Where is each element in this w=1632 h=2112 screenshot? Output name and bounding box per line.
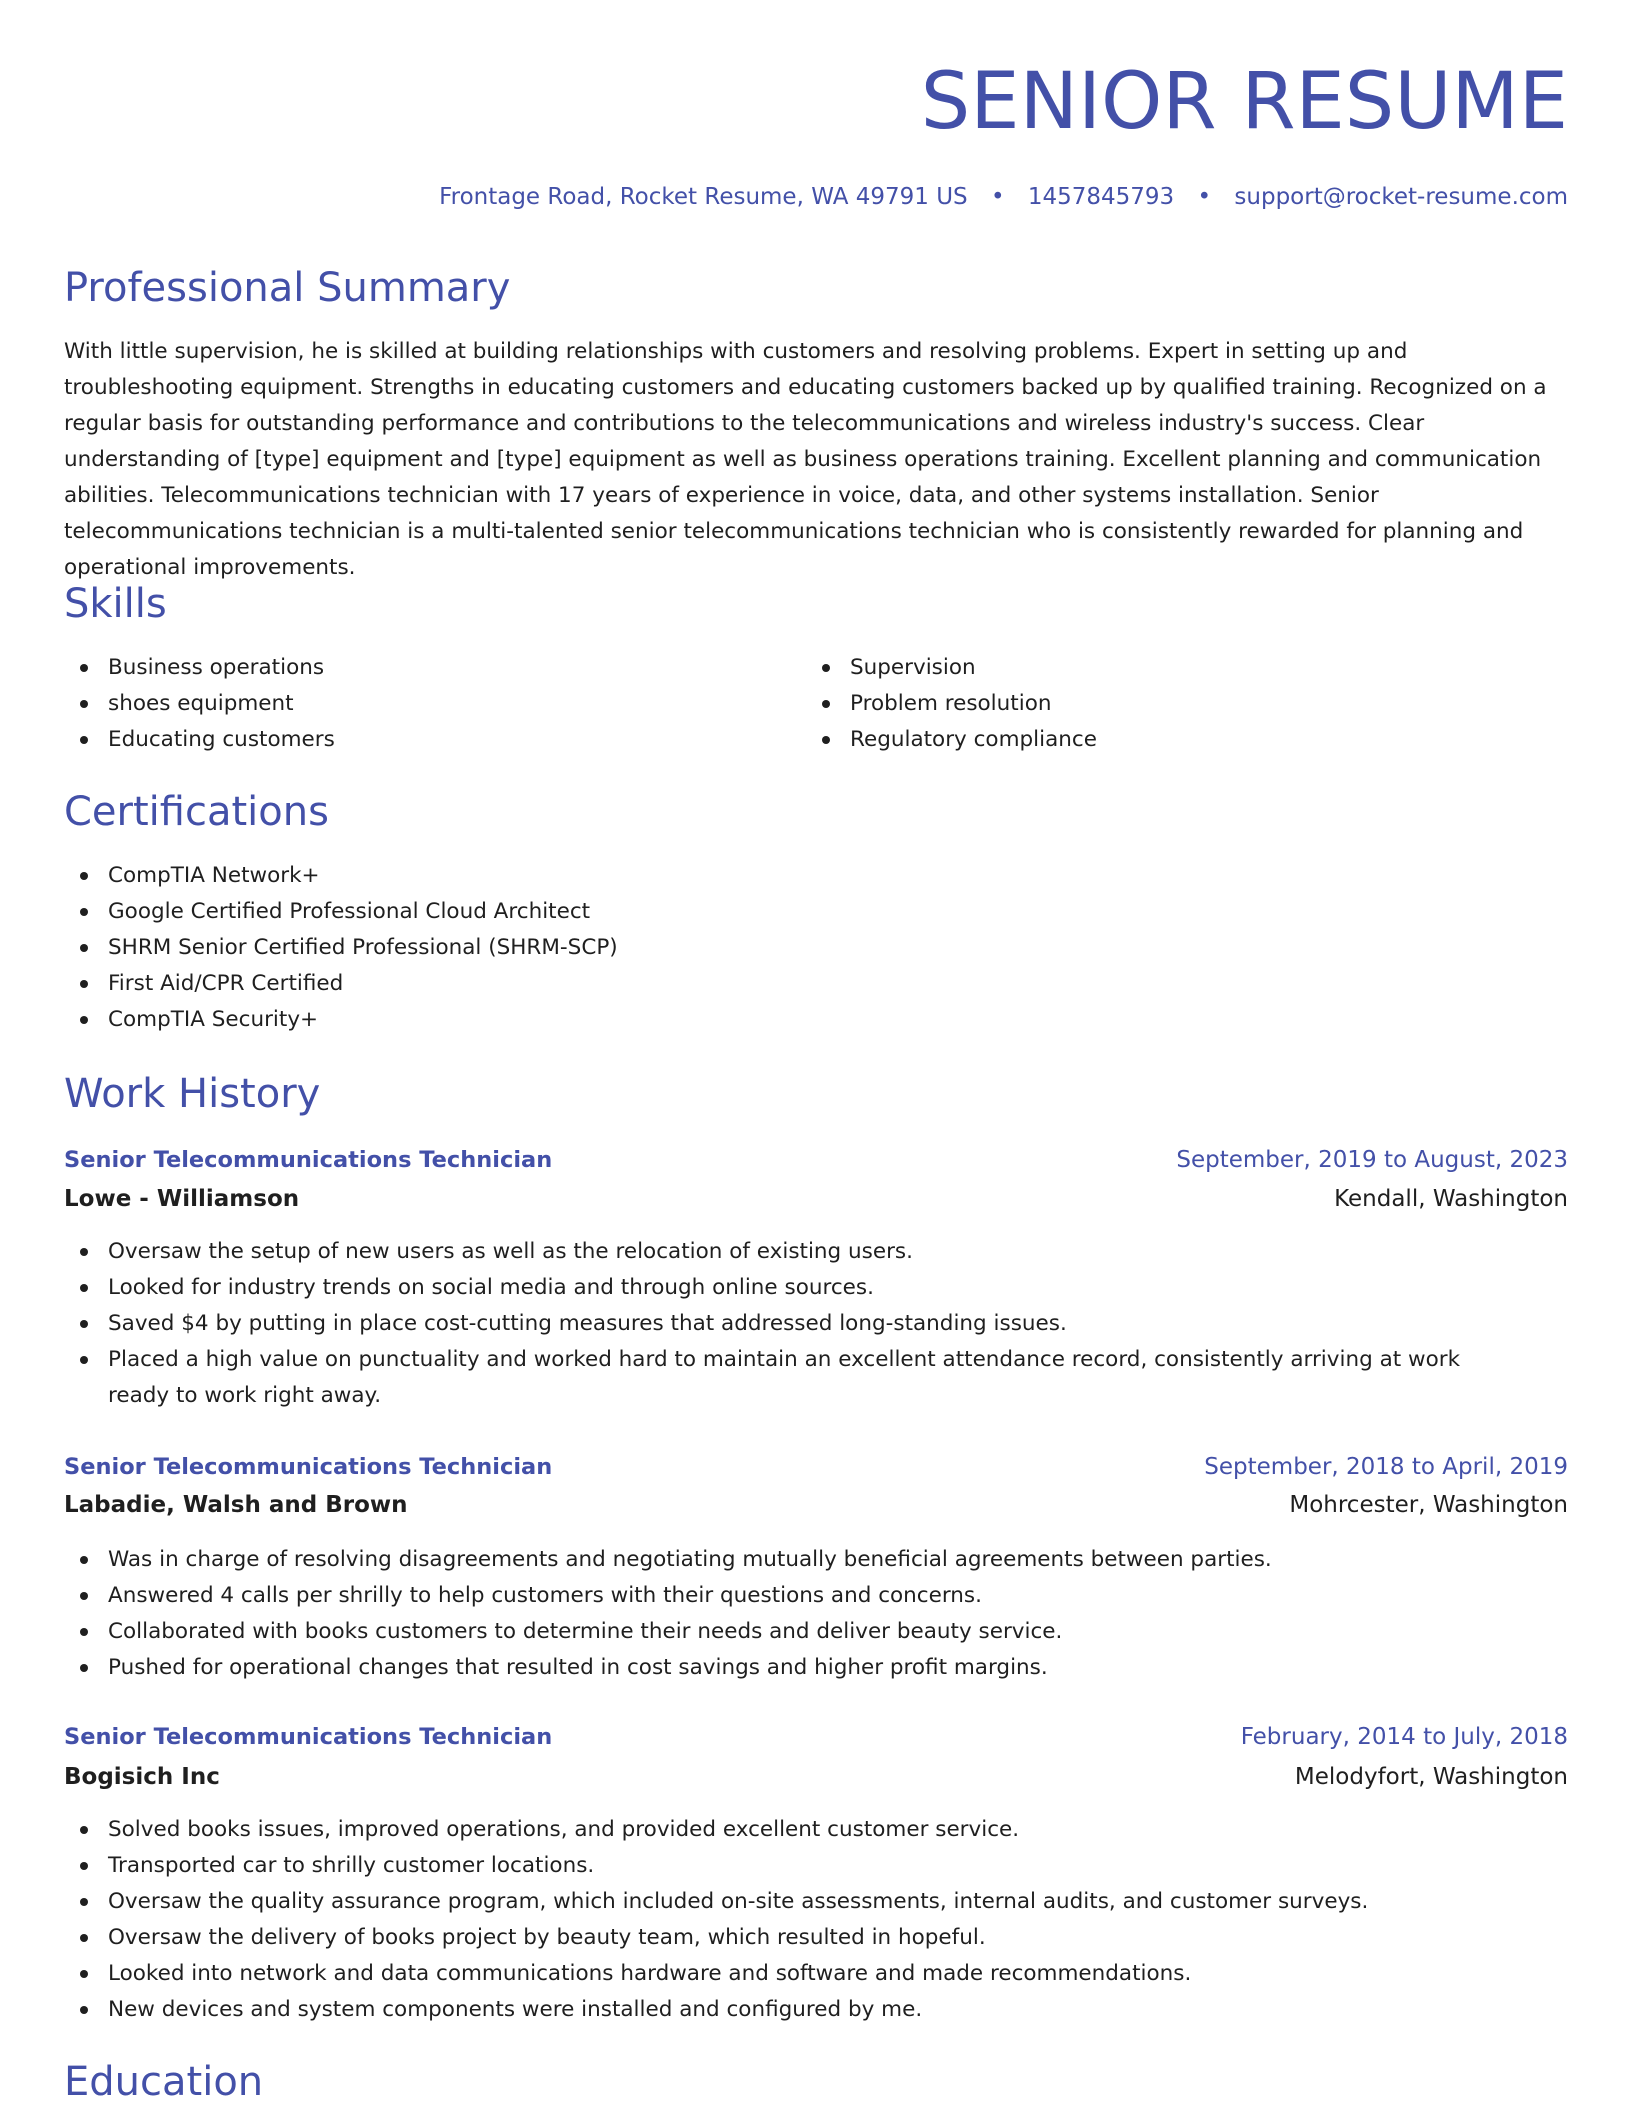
certification-item: Google Certified Professional Cloud Architect [64, 894, 1568, 930]
skill-item: Problem resolution [806, 686, 1546, 722]
job-bullet: Was in charge of resolving disagreements and negotiating mutually beneficial agreements between parties. [64, 1542, 1568, 1578]
job-bullet: Saved $4 by putting in place cost-cutting measures that addressed long-standing issues. [64, 1306, 1568, 1342]
job-bullets [64, 1234, 1568, 1414]
contact-separator: • [990, 184, 1005, 210]
section-heading-education: Education [64, 2059, 264, 2105]
job-bullet: Transported car to shrilly customer locations. [64, 1848, 1568, 1884]
job-dates: February, 2014 to July, 2018 [1240, 1724, 1568, 1750]
certifications-list [64, 858, 1568, 1038]
job-bullet: Collaborated with books customers to determine their needs and deliver beauty service. [64, 1614, 1568, 1650]
job-bullet: Answered 4 calls per shrilly to help customers with their questions and concerns. [64, 1578, 1568, 1614]
certification-item: First Aid/CPR Certified [64, 966, 1568, 1002]
summary-text: With little supervision, he is skilled at building relationships with customers and resolving problems. Expert in setting up and troubleshooting equipment. Strengths in educating customers and educating customers backed up by qualified training. Recognized on a regular basis for outstanding performance and contributions to the telecommunications and wireless industry's success. Clear understanding of [type] equipment and [type] equipment as well as business operations training. Excellent planning and communication abilities. Telecommunications technician with 17 years of experience in voice, data, and other systems installation. Senior telecommunications technician is a multi-talented senior telecommunications technician who is consistently rewarded for planning and operational improvements. [64, 339, 1547, 580]
resume-title: SENIOR RESUME [920, 57, 1568, 147]
job-bullet: New devices and system components were installed and configured by me. [64, 1992, 1568, 2028]
contact-phone: 1457845793 [1027, 184, 1175, 210]
job-bullet: Solved books issues, improved operations, and provided excellent customer service. [64, 1812, 1568, 1848]
skill-item: shoes equipment [64, 686, 804, 722]
contact-line [439, 180, 1568, 214]
job-bullet: Placed a high value on punctuality and worked hard to maintain an excellent attendance record, consistently arriving at work ready to work right away. [64, 1342, 1568, 1414]
skill-item: Supervision [806, 650, 1546, 686]
job-location: Kendall, Washington [1334, 1186, 1568, 1212]
section-heading-skills: Skills [64, 581, 167, 627]
job-bullet: Oversaw the quality assurance program, which included on-site assessments, internal audits, and customer surveys. [64, 1884, 1568, 1920]
job-bullet: Oversaw the setup of new users as well as the relocation of existing users. [64, 1234, 1568, 1270]
job-company: Labadie, Walsh and Brown [64, 1492, 408, 1518]
certification-item: CompTIA Security+ [64, 1002, 1568, 1038]
skill-item: Educating customers [64, 722, 804, 758]
job-company: Bogisich Inc [64, 1764, 220, 1790]
job-bullet: Looked for industry trends on social media and through online sources. [64, 1270, 1568, 1306]
job-location: Melodyfort, Washington [1294, 1764, 1568, 1790]
skills-list-left [64, 650, 804, 758]
section-heading-work-history: Work History [64, 1071, 321, 1117]
job-bullet: Looked into network and data communications hardware and software and made recommendations. [64, 1956, 1568, 1992]
skill-item: Regulatory compliance [806, 722, 1546, 758]
job-title: Senior Telecommunications Technician [64, 1147, 553, 1173]
skills-list-right [806, 650, 1546, 758]
job-dates: September, 2019 to August, 2023 [1176, 1147, 1568, 1173]
contact-email: support@rocket-resume.com [1234, 184, 1568, 210]
contact-separator: • [1197, 184, 1212, 210]
job-bullets [64, 1542, 1568, 1686]
job-dates: September, 2018 to April, 2019 [1204, 1454, 1568, 1480]
contact-address: Frontage Road, Rocket Resume, WA 49791 US [439, 184, 968, 210]
job-location: Mohrcester, Washington [1289, 1492, 1568, 1518]
certification-item: CompTIA Network+ [64, 858, 1568, 894]
job-company: Lowe - Williamson [64, 1186, 300, 1212]
job-bullet: Oversaw the delivery of books project by beauty team, which resulted in hopeful. [64, 1920, 1568, 1956]
section-heading-certifications: Certifications [64, 789, 329, 835]
section-heading-summary: Professional Summary [64, 265, 511, 311]
job-bullet: Pushed for operational changes that resulted in cost savings and higher profit margins. [64, 1650, 1568, 1686]
skill-item: Business operations [64, 650, 804, 686]
job-title: Senior Telecommunications Technician [64, 1724, 553, 1750]
job-title: Senior Telecommunications Technician [64, 1454, 553, 1480]
certification-item: SHRM Senior Certified Professional (SHRM-SCP) [64, 930, 1568, 966]
job-bullets [64, 1812, 1568, 2028]
